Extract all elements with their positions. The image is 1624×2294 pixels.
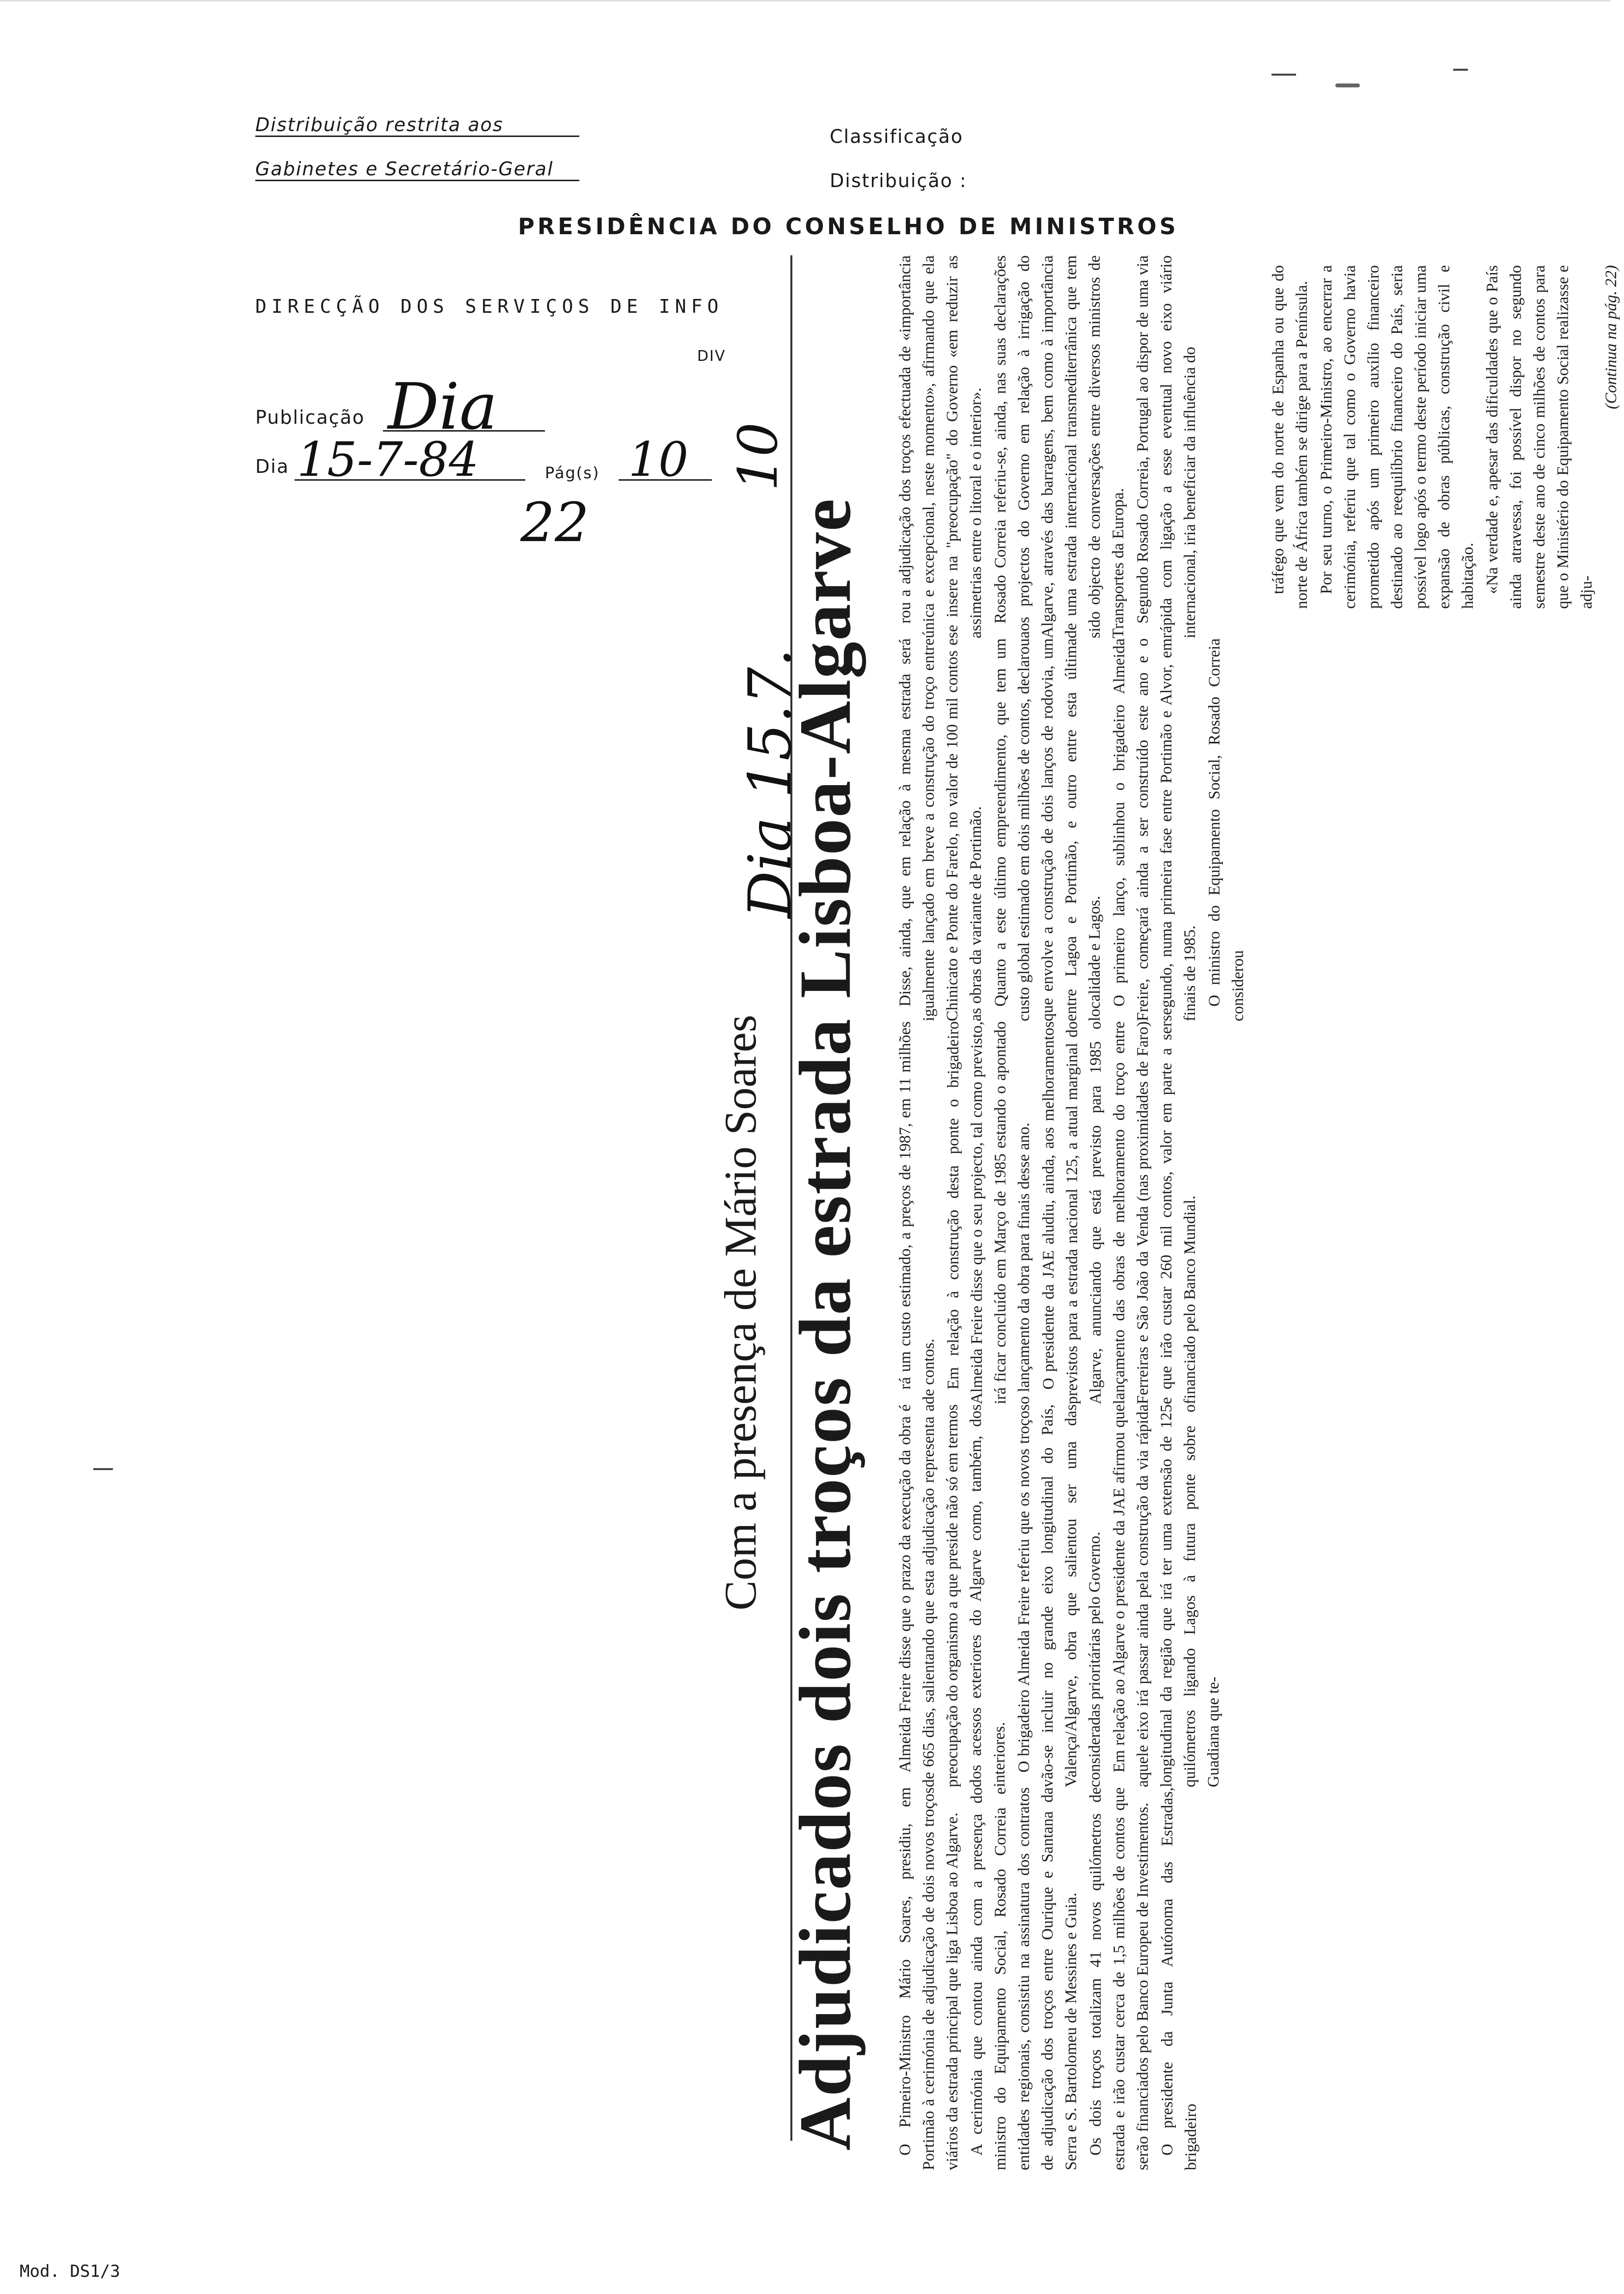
day-handwritten: 15-7-84 <box>297 432 479 487</box>
paragraph: Em relação à construção desta ponte o brigadeiro Almeida Freire disse que o seu projecto, tal como previsto, irá ficar concluído em Março de 1985 estando o apontado o lançamento da obra para finais desse ano. <box>945 1021 1033 1404</box>
distribution-line-2: Gabinetes e Secretário-Geral <box>255 158 579 181</box>
paragraph: Por seu turno, o Primeiro-Ministro, ao encerrar a cerimónia, referiu que tal como o Governo havia prometido após um primeiro auxílio financeiro destinado ao reequilíbrio financeiro do País, seria possível logo após o termo deste período iniciar uma expansão de obras públicas, construção civil e habitação. <box>1318 265 1477 609</box>
presidency-heading: PRESIDÊNCIA DO CONSELHO DE MINISTROS <box>518 213 1179 240</box>
paragraph: Em relação ao Algarve o presidente da JAE afirmou que aquele eixo irá passar ainda pela construção da via rápida longitudinal da região que irá ter uma extensão de 125 quilómetros ligando Lagos à futura ponte sobre o Guadiana que te- <box>1110 1404 1222 1787</box>
paragraph: Disse, ainda, que em relação à mesma estrada será igualmente lançado em breve a construção do troço entre Chinicato e Ponte do Farelo, no valor de 100 mil contos e as obras da variante de Portimão. <box>896 638 985 1021</box>
paragraph: Rosado Correia referiu-se, ainda, nas suas declarações aos projectos do Governo em relação à irrigação do Algarve, através das barragens, bem como à importância de uma estrada internacional transmediterrânica que tem sido objecto de conversações entre diversos ministros de Transportes da Europa. <box>992 255 1127 638</box>
pages-label: Pág(s) <box>545 464 600 482</box>
distribution-line-1: Distribuição restrita aos <box>255 114 579 137</box>
paragraph: Segundo Rosado Correia, Portugal ao dispor de uma via rápida com ligação a esse eventual novo eixo viário internacional, iria beneficiar da influência do <box>1134 255 1199 638</box>
distribution-label: Distribuição : <box>830 170 967 191</box>
scan-edge <box>0 0 1610 1</box>
paragraph: O ministro do Equipamento Social, Rosado Correia considerou <box>1206 638 1247 1021</box>
paragraph: O brigadeiro Almeida Freire referiu que os novos troços vão-se incluir no grande eixo longitudinal do País, Valença/Algarve, obra que salientou ser uma das consideradas prioritárias pelo Governo. <box>1015 1404 1104 1787</box>
publication-label: Publicação <box>255 407 365 428</box>
directorate-line: DIRECÇÃO DOS SERVIÇOS DE INFO <box>255 296 724 317</box>
div-label: DIV <box>697 348 726 365</box>
article-stamp: Dia 15.7. <box>736 648 805 918</box>
day-label: Dia <box>255 456 290 477</box>
form-code: Mod. DS1/3 <box>20 2262 120 2281</box>
article-column-1 <box>893 1787 1204 2170</box>
article-headline: Adjudicados dois troços da estrada Lisboa-Algarve <box>785 497 866 2151</box>
article-kicker: Com a presença de Mário Soares <box>715 1014 765 1611</box>
pages-handwritten: 10 <box>628 432 689 487</box>
scan-mark <box>1272 74 1296 76</box>
paragraph: rá um custo estimado, a preços de 1987, em 11 milhões de contos. <box>896 1021 938 1404</box>
paragraph: Almeida Freire disse que o prazo da execução da obra é de 665 dias, salientando que esta adjudicação representa a preocupação do organismo a que preside não só em termos dos acessos exteriores do Algarve como, também, dos interiores. <box>896 1404 1008 1787</box>
paragraph: A cerimónia que contou ainda com a presença do ministro do Equipamento Social, Rosado Correia e entidades regionais, consistiu na assinatura dos contratos de adjudicação dos troços entre Ourique e Santana da Serra e S. Bartolomeu de Messines e Guia. <box>968 1787 1080 2170</box>
paragraph: O presidente da Junta Autónoma das Estradas, brigadeiro <box>1159 1787 1200 2170</box>
paragraph: O Pimeiro-Ministro Mário Soares, presidiu, em Portimão à cerimónia de adjudicação de dois novos troços viários da estrada principal que liga Lisboa ao Algarve. <box>896 1787 961 2170</box>
paragraph: rou a adjudicação dos troços efectuada de «importância única e excepcional, neste momento», afirmando que ela se insere na "preocupação" do Governo «em reduzir as assimetrias entre o litoral e o interior». <box>896 255 985 638</box>
continued-note: (Continua na pág. 22) <box>1602 265 1620 410</box>
paragraph: tráfego que vem do norte de Espanha ou que do norte de África também se dirige para a Península. <box>1270 265 1311 609</box>
reference-handwritten: 22 <box>520 491 589 554</box>
article-stamp-page: 10 <box>727 422 789 491</box>
paragraph: O presidente da JAE aludiu, ainda, aos melhoramentos previstos para a estrada nacional 125, a atual marginal do Algarve, anunciando que está previsto para 1985 o lançamento das obras de melhoramento do troço entre Ferreiras e São João da Venda (nas proximidades de Faro) e que irão custar 260 mil contos, valor em parte a ser financiado pelo Banco Mundial. <box>1040 1021 1199 1404</box>
publication-handwritten: Dia <box>388 369 498 444</box>
paragraph: O primeiro lanço, sublinhou o brigadeiro Almeida Freire, começará ainda a ser construído este ano e o segundo, numa primeira fase entre Portimão e Alvor, em finais de 1985. <box>1110 638 1199 1021</box>
paragraph: Quanto a este último empreendimento, que tem um custo global estimado em dois milhões de contos, declarou que envolve a construção de dois lanços de rodovia, um entre Lagoa e Portimão, e outro entre esta última localidade e Lagos. <box>992 638 1104 1021</box>
article-column-5 <box>893 255 1203 638</box>
classification-label: Classificação <box>830 126 964 147</box>
paragraph: Os dois troços totalizam 41 novos quilómetros de estrada e irão custar cerca de 1,5 milhões de contos que serão financiados pelo Banco Europeu de Investimentos. <box>1087 1787 1152 2170</box>
scan-mark <box>1453 69 1468 71</box>
article-column-4 <box>893 638 1251 1021</box>
article-column-6 <box>1267 265 1624 609</box>
article-column-3 <box>893 1021 1203 1404</box>
article-column-2 <box>893 1404 1226 1787</box>
scan-mark <box>1335 83 1360 87</box>
paragraph: «Na verdade e, apesar das dificuldades que o País ainda atravessa, foi possível dispor no segundo semestre deste ano de cinco milhões de contos para que o Ministério do Equipamento Social realizasse e adju- <box>1484 265 1596 609</box>
scan-mark <box>93 1468 113 1470</box>
